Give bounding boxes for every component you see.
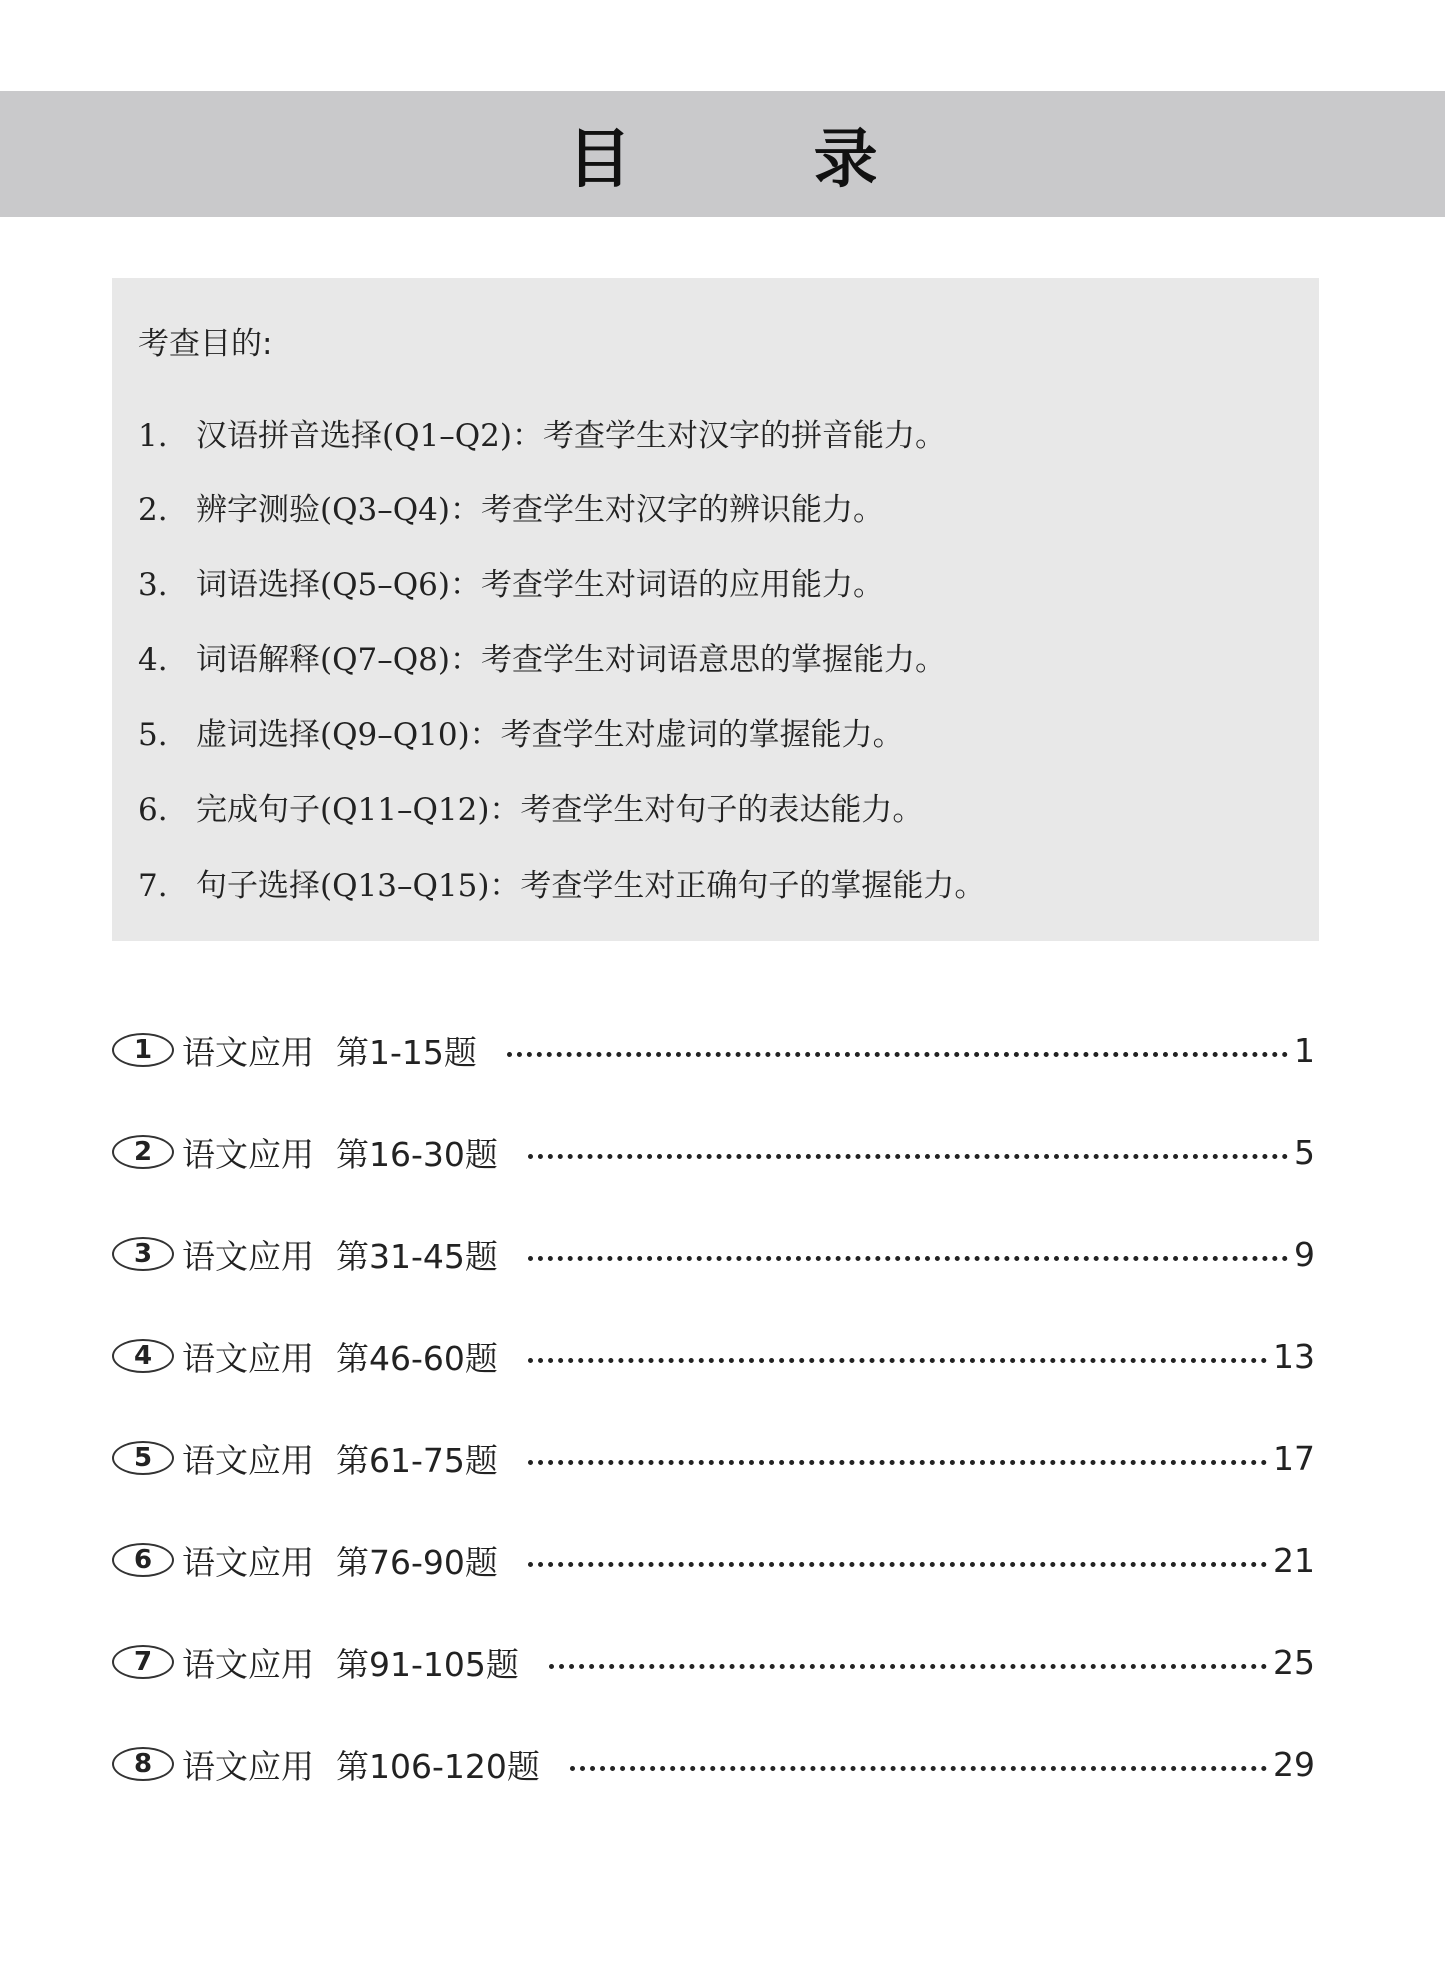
- objective-item: [138, 784, 923, 829]
- dot-leader: [507, 1052, 1288, 1057]
- objective-number: 6.: [138, 792, 168, 828]
- objective-text: 词语选择(Q5–Q6)：考查学生对词语的应用能力。: [196, 567, 884, 603]
- toc-entry[interactable]: [112, 1433, 1315, 1483]
- toc-page-number: 17: [1273, 1438, 1315, 1478]
- toc-entry[interactable]: [112, 1229, 1315, 1279]
- toc-label: 语文应用: [182, 1032, 314, 1072]
- toc-range: 第1-15题: [336, 1032, 477, 1072]
- toc-entry[interactable]: [112, 1331, 1315, 1381]
- objective-number: 7.: [138, 868, 168, 904]
- objective-text: 完成句子(Q11–Q12)：考查学生对句子的表达能力。: [196, 792, 924, 828]
- page-title: 目 录: [567, 123, 958, 197]
- dot-leader: [549, 1664, 1267, 1669]
- toc-page-number: 1: [1294, 1030, 1315, 1070]
- chapter-number-badge: 8: [112, 1747, 174, 1781]
- toc-entry[interactable]: [112, 1535, 1315, 1585]
- toc-range: 第76-90题: [336, 1542, 498, 1582]
- toc-range: 第61-75题: [336, 1440, 498, 1480]
- toc-label: 语文应用: [182, 1440, 314, 1480]
- dot-leader: [528, 1256, 1288, 1261]
- objective-item: [138, 634, 946, 679]
- chapter-number-badge: 3: [112, 1237, 174, 1271]
- objectives-heading: 考查目的:: [138, 326, 273, 362]
- chapter-number-badge: 7: [112, 1645, 174, 1679]
- toc-page-number: 21: [1273, 1540, 1315, 1580]
- toc-page-number: 29: [1273, 1744, 1315, 1784]
- objective-item: [138, 484, 884, 529]
- objective-number: 3.: [138, 567, 168, 603]
- title-band: [0, 91, 1445, 217]
- toc-label: 语文应用: [182, 1134, 314, 1174]
- toc-entry[interactable]: [112, 1637, 1315, 1687]
- toc-label: 语文应用: [182, 1644, 314, 1684]
- toc-range: 第31-45题: [336, 1236, 498, 1276]
- dot-leader: [528, 1154, 1288, 1159]
- toc-range: 第46-60题: [336, 1338, 498, 1378]
- objective-item: [138, 559, 884, 604]
- toc-range: 第91-105题: [336, 1644, 519, 1684]
- objective-number: 4.: [138, 642, 168, 678]
- toc-label: 语文应用: [182, 1746, 314, 1786]
- toc-entry[interactable]: [112, 1739, 1315, 1789]
- toc-page-number: 5: [1294, 1132, 1315, 1172]
- chapter-number-badge: 4: [112, 1339, 174, 1373]
- dot-leader: [528, 1562, 1267, 1567]
- objective-text: 虚词选择(Q9–Q10)：考查学生对虚词的掌握能力。: [196, 717, 904, 753]
- toc-label: 语文应用: [182, 1338, 314, 1378]
- chapter-number-badge: 1: [112, 1033, 174, 1067]
- chapter-number-badge: 2: [112, 1135, 174, 1169]
- objective-number: 1.: [138, 418, 168, 454]
- toc-label: 语文应用: [182, 1236, 314, 1276]
- chapter-number-badge: 5: [112, 1441, 174, 1475]
- objective-text: 句子选择(Q13–Q15)：考查学生对正确句子的掌握能力。: [196, 868, 986, 904]
- objective-item: [138, 709, 904, 754]
- dot-leader: [528, 1460, 1267, 1465]
- chapter-number-badge: 6: [112, 1543, 174, 1577]
- toc-entry[interactable]: [112, 1025, 1315, 1075]
- objective-number: 5.: [138, 717, 168, 753]
- objective-text: 辨字测验(Q3–Q4)：考查学生对汉字的辨识能力。: [196, 492, 884, 528]
- objective-item: [138, 860, 985, 905]
- toc-entry[interactable]: [112, 1127, 1315, 1177]
- toc-range: 第16-30题: [336, 1134, 498, 1174]
- objective-item: [138, 410, 946, 455]
- dot-leader: [570, 1766, 1267, 1771]
- objectives-box: [112, 278, 1319, 941]
- toc-page-number: 25: [1273, 1642, 1315, 1682]
- toc-page-number: 9: [1294, 1234, 1315, 1274]
- objective-text: 汉语拼音选择(Q1–Q2)：考查学生对汉字的拼音能力。: [196, 418, 946, 454]
- objective-text: 词语解释(Q7–Q8)：考查学生对词语意思的掌握能力。: [196, 642, 946, 678]
- toc-range: 第106-120题: [336, 1746, 540, 1786]
- objective-number: 2.: [138, 492, 168, 528]
- dot-leader: [528, 1358, 1267, 1363]
- toc-page-number: 13: [1273, 1336, 1315, 1376]
- toc-label: 语文应用: [182, 1542, 314, 1582]
